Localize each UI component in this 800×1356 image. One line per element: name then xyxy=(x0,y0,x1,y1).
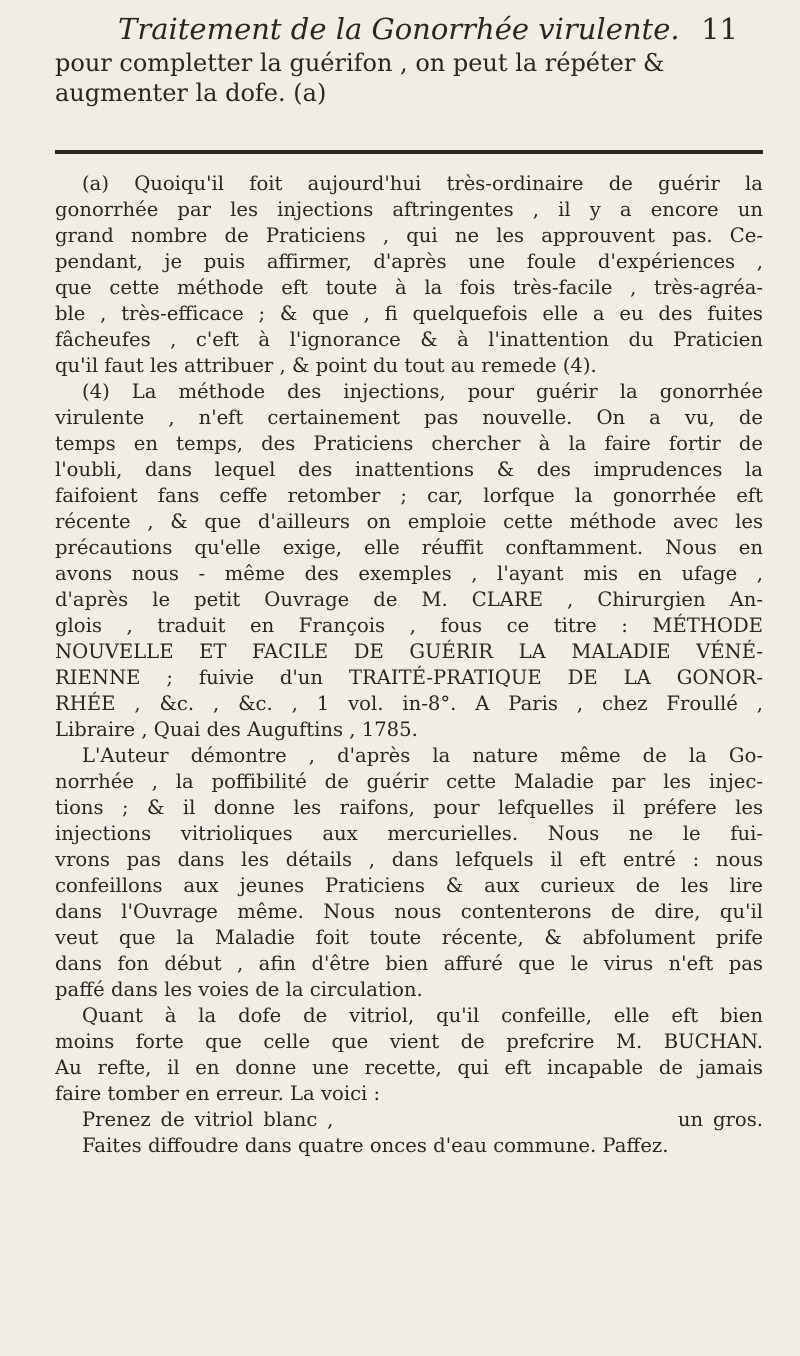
running-title: Traitement de la Gonorrhée virulente. xyxy=(118,12,680,46)
footnote-line: Prenez de vitriol blanc , un gros. xyxy=(82,1108,763,1131)
footnote-line: fâcheufes , c'eft à l'ignorance & à l'inattention du Praticien xyxy=(55,328,763,351)
footnote-line: NOUVELLE ET FACILE DE GUÉRIR LA MALADIE VÉNÉ- xyxy=(55,640,763,663)
footnote-line: faire tomber en erreur. La voici : xyxy=(55,1082,381,1105)
footnote-line: Faites diffoudre dans quatre onces d'eau commune. Paffez. xyxy=(82,1134,669,1157)
footnote-line: paffé dans les voies de la circulation. xyxy=(55,978,423,1001)
text-line: augmenter la dofe. (a) xyxy=(55,79,327,107)
page-header xyxy=(118,8,738,48)
footnotes xyxy=(55,171,763,1159)
footnote-line: l'oubli, dans lequel des inattentions & des imprudences la xyxy=(55,458,763,481)
text-line: pour completter la guérifon , on peut la répéter & xyxy=(55,49,665,77)
footnote-line: Quant à la dofe de vitriol, qu'il confeille, elle eft bien xyxy=(82,1004,763,1027)
footnote-line: dans fon début , afin d'être bien affuré que le virus n'eft pas xyxy=(55,952,763,975)
footnote-line: tions ; & il donne les raifons, pour lefquelles il préfere les xyxy=(55,796,763,819)
footnote-line: injections vitrioliques aux mercurielles. Nous ne le fui- xyxy=(55,822,763,845)
footnote-line: d'après le petit Ouvrage de M. CLARE , Chirurgien An- xyxy=(55,588,763,611)
main-text xyxy=(55,48,755,108)
footnote-line: norrhée , la poffibilité de guérir cette Maladie par les injec- xyxy=(55,770,763,793)
footnote-line: (a) Quoiqu'il foit aujourd'hui très-ordinaire de guérir la xyxy=(82,172,763,195)
footnote-line: confeillons aux jeunes Praticiens & aux curieux de les lire xyxy=(55,874,763,897)
footnote-line: dans l'Ouvrage même. Nous nous contenterons de dire, qu'il xyxy=(55,900,763,923)
footnote-line: virulente , n'eft certainement pas nouvelle. On a vu, de xyxy=(55,406,763,429)
footnote-line: Libraire , Quai des Auguftins , 1785. xyxy=(55,718,418,741)
footnote-line: ble , très-efficace ; & que , fi quelquefois elle a eu des fuites xyxy=(55,302,763,325)
footnote-line: temps en temps, des Praticiens chercher à la faire fortir de xyxy=(55,432,763,455)
footnote-line: qu'il faut les attribuer , & point du tout au remede (4). xyxy=(55,354,597,377)
footnote-line: gonorrhée par les injections aftringentes , il y a encore un xyxy=(55,198,763,221)
footnote-line: que cette méthode eft toute à la fois très-facile , très-agréa- xyxy=(55,276,763,299)
footnote-line: Au refte, il en donne une recette, qui eft incapable de jamais xyxy=(55,1056,763,1079)
footnote-line: grand nombre de Praticiens , qui ne les approuvent pas. Ce- xyxy=(55,224,763,247)
footnote-line: veut que la Maladie foit toute récente, & abfolument prife xyxy=(55,926,763,949)
footnote-line: glois , traduit en François , fous ce titre : MÉTHODE xyxy=(55,614,763,637)
footnote-line: RHÉE , &c. , &c. , 1 vol. in-8°. A Paris , chez Froullé , xyxy=(55,692,763,715)
footnote-line: pendant, je puis affirmer, d'après une foule d'expériences , xyxy=(55,250,763,273)
footnote-divider xyxy=(55,150,763,154)
footnote-line: (4) La méthode des injections, pour guérir la gonorrhée xyxy=(82,380,763,403)
footnote-line: moins forte que celle que vient de prefcrire M. BUCHAN. xyxy=(55,1030,763,1053)
footnote-line: récente , & que d'ailleurs on emploie cette méthode avec les xyxy=(55,510,763,533)
footnote-line: vrons pas dans les détails , dans lefquels il eft entré : nous xyxy=(55,848,763,871)
footnote-line: faifoient fans ceffe retomber ; car, lorfque la gonorrhée eft xyxy=(55,484,763,507)
footnote-line: avons nous - même des exemples , l'ayant mis en ufage , xyxy=(55,562,763,585)
footnote-line: précautions qu'elle exige, elle réuffit conftamment. Nous en xyxy=(55,536,763,559)
page-number: 11 xyxy=(701,12,738,46)
footnote-line: L'Auteur démontre , d'après la nature même de la Go- xyxy=(82,744,763,767)
footnote-line: RIENNE ; fuivie d'un TRAITÉ-PRATIQUE DE LA GONOR- xyxy=(55,666,763,689)
